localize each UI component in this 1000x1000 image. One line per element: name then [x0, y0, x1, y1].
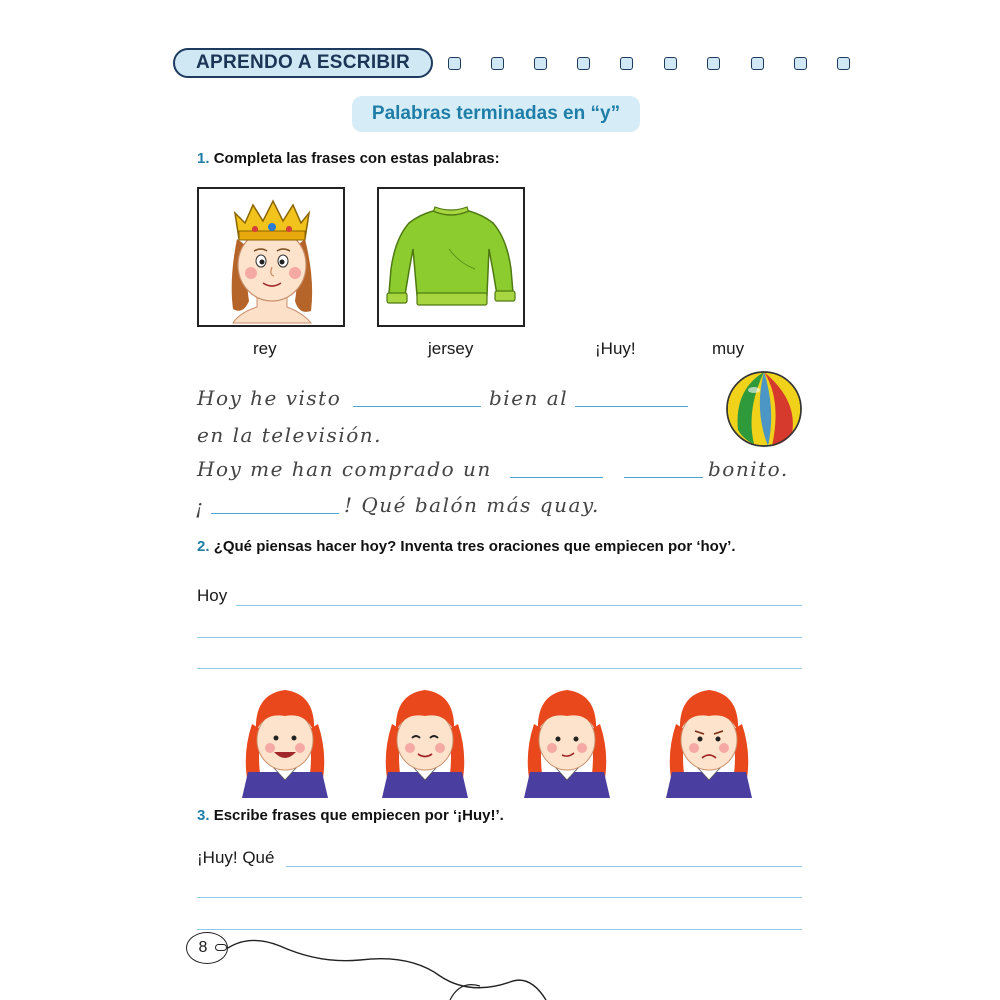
decorative-square — [534, 57, 547, 70]
sweater-picture-frame — [377, 187, 525, 327]
girl-face-illustration — [380, 684, 470, 798]
king-picture-frame — [197, 187, 345, 327]
decorative-square — [707, 57, 720, 70]
exercise-2-start-word: Hoy — [197, 586, 228, 605]
fill-in-blank[interactable] — [575, 406, 688, 407]
decorative-square — [448, 57, 461, 70]
cursive-sentence-part: ! Qué balón más quay. — [344, 493, 600, 517]
exercise-3-text: Escribe frases que empiecen por ‘¡Huy!’. — [213, 807, 504, 824]
exercise-1-instruction — [197, 150, 500, 167]
word-bank-item: rey — [253, 339, 277, 358]
decorative-square — [751, 57, 764, 70]
cursive-sentence-part: Hoy me han comprado un — [197, 457, 492, 481]
word-bank-item: muy — [712, 339, 745, 358]
word-bank-item: ¡Huy! — [595, 339, 636, 358]
word-bank-item: jersey — [428, 339, 474, 358]
decorative-square — [577, 57, 590, 70]
exercise-2-instruction — [197, 538, 736, 555]
cursive-sentence-part: Hoy he visto — [197, 386, 342, 410]
fill-in-blank[interactable] — [211, 513, 339, 514]
section-banner-title: APRENDO A ESCRIBIR — [195, 52, 411, 73]
fill-in-blank[interactable] — [510, 477, 603, 478]
page-number: 8 — [198, 939, 208, 956]
exercise-1-number: 1. — [197, 150, 210, 167]
mouse-cable-decoration — [210, 930, 550, 1000]
girl-face-illustration — [664, 684, 754, 798]
exercise-1-text: Completa las frases con estas palabras: — [213, 150, 500, 167]
cursive-sentence-part: bonito. — [708, 457, 789, 481]
girl-face-illustration — [522, 684, 612, 798]
decorative-square — [794, 57, 807, 70]
writing-line[interactable] — [197, 668, 802, 669]
girl-face-illustration — [240, 684, 330, 798]
exercise-3-start-word: ¡Huy! Qué — [197, 848, 275, 867]
writing-line[interactable] — [286, 866, 802, 867]
cursive-sentence-part: en la televisión. — [197, 423, 382, 447]
cursive-sentence-part: bien al — [489, 386, 569, 410]
fill-in-blank[interactable] — [353, 406, 481, 407]
section-banner — [173, 48, 433, 78]
decorative-square — [491, 57, 504, 70]
sweater-illustration — [379, 189, 523, 325]
writing-line[interactable] — [236, 605, 802, 606]
exercise-2-text: ¿Qué piensas hacer hoy? Inventa tres oraciones que empiecen por ‘hoy’. — [213, 538, 736, 555]
decorative-square — [620, 57, 633, 70]
computer-mouse-icon — [215, 944, 227, 951]
decorative-square — [837, 57, 850, 70]
fill-in-blank[interactable] — [624, 477, 703, 478]
writing-line[interactable] — [197, 637, 802, 638]
writing-line[interactable] — [197, 897, 802, 898]
decorative-square — [664, 57, 677, 70]
lesson-subtitle-text: Palabras terminadas en “y” — [371, 103, 621, 124]
crown-face-illustration — [199, 189, 343, 325]
exercise-2-number: 2. — [197, 538, 210, 555]
lesson-subtitle — [352, 96, 640, 132]
exercise-3-number: 3. — [197, 807, 210, 824]
cursive-sentence-part: ¡ — [195, 495, 205, 519]
exercise-3-instruction — [197, 807, 504, 824]
beach-ball-illustration — [724, 370, 804, 448]
